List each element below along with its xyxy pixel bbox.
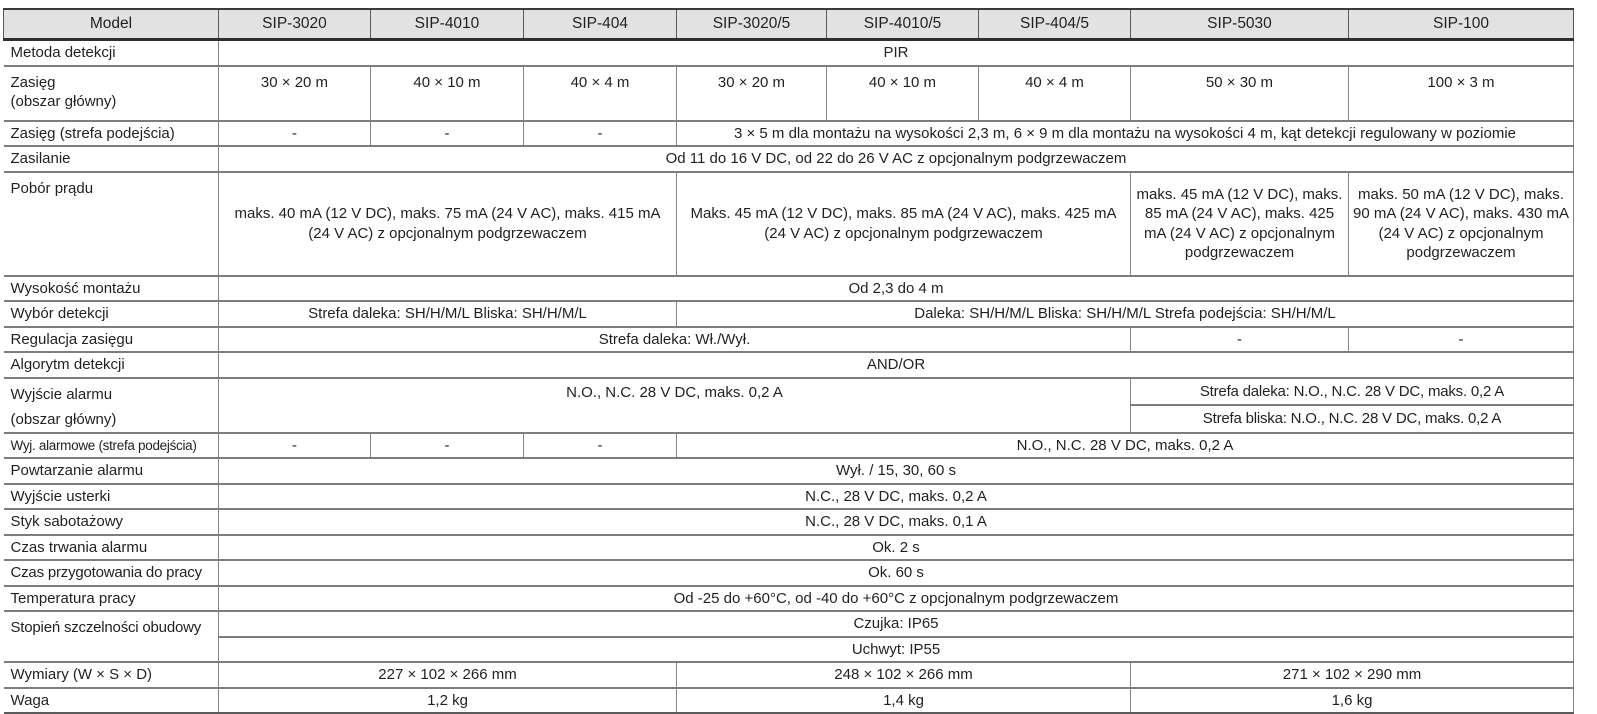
cell-value: maks. 45 mA (12 V DC), maks. 85 mA (24 V AC), maks. 425 mA (24 V AC) z opcjonalnym podgrzewaczem: [1131, 172, 1349, 276]
row-stopien-szczelnosci-sub: [4, 637, 1574, 663]
row-label: Regulacja zasięgu: [4, 327, 219, 353]
cell-dash: -: [524, 433, 677, 459]
cell-value: N.C., 28 V DC, maks. 0,2 A: [219, 484, 1574, 510]
cell-dash: -: [1131, 327, 1349, 353]
row-label: Temperatura pracy: [4, 586, 219, 612]
spec-table: [3, 8, 1574, 714]
cell-value: Od 2,3 do 4 m: [219, 276, 1574, 302]
row-pobor-pradu: [4, 172, 1574, 276]
cell-value: Maks. 45 mA (12 V DC), maks. 85 mA (24 V AC), maks. 425 mA (24 V AC) z opcjonalnym podgrzewaczem: [677, 172, 1131, 276]
header-sip-4010: SIP-4010: [371, 9, 524, 40]
cell-value: 227 × 102 × 266 mm: [219, 662, 677, 688]
cell-value: AND/OR: [219, 352, 1574, 378]
row-zasieg-strefa-podejscia: [4, 121, 1574, 147]
row-styk-sabotazowy: [4, 509, 1574, 535]
row-label-line: (obszar główny): [10, 411, 117, 429]
cell-value: Strefa bliska: N.O., N.C. 28 V DC, maks. 0,2 A: [1131, 405, 1574, 433]
header-model: Model: [4, 9, 219, 40]
row-wysokosc-montazu: [4, 276, 1574, 302]
row-zasilanie: [4, 146, 1574, 172]
cell-value: Ok. 60 s: [219, 560, 1574, 586]
header-sip-5030: SIP-5030: [1131, 9, 1349, 40]
row-label: Zasięg (strefa podejścia): [4, 121, 219, 147]
row-label-line: Zasięg: [10, 73, 56, 91]
cell-dash: -: [1349, 327, 1574, 353]
row-algorytm-detekcji: [4, 352, 1574, 378]
cell-value: 1,6 kg: [1131, 688, 1574, 714]
cell-value: 1,2 kg: [219, 688, 677, 714]
cell-value: Strefa daleka: N.O., N.C. 28 V DC, maks. 0,2 A: [1131, 378, 1574, 406]
cell-value: 40 × 4 m: [524, 66, 677, 121]
row-wyj-alarmowe-strefa-podejscia: [4, 433, 1574, 459]
cell-value: 30 × 20 m: [677, 66, 827, 121]
cell-value: 50 × 30 m: [1131, 66, 1349, 121]
row-stopien-szczelnosci: [4, 611, 1574, 637]
cell-dash: -: [524, 121, 677, 147]
cell-value: Strefa daleka: SH/H/M/L Bliska: SH/H/M/L: [219, 301, 677, 327]
cell-value: PIR: [219, 40, 1574, 66]
cell-value: 40 × 4 m: [979, 66, 1131, 121]
header-sip-404: SIP-404: [524, 9, 677, 40]
cell-value: Daleka: SH/H/M/L Bliska: SH/H/M/L Strefa podejścia: SH/H/M/L: [677, 301, 1574, 327]
row-label: Zasilanie: [4, 146, 219, 172]
row-label: Waga: [4, 688, 219, 714]
cell-value: 100 × 3 m: [1349, 66, 1574, 121]
row-metoda-detekcji: [4, 40, 1574, 66]
row-czas-trwania-alarmu: [4, 535, 1574, 561]
cell-dash: -: [219, 121, 371, 147]
row-label: Wyjście usterki: [4, 484, 219, 510]
row-regulacja-zasiegu: [4, 327, 1574, 353]
cell-value: Ok. 2 s: [219, 535, 1574, 561]
row-wyjscie-usterki: [4, 484, 1574, 510]
row-label: Czas trwania alarmu: [4, 535, 219, 561]
row-label: Wyj. alarmowe (strefa podejścia): [4, 433, 219, 459]
cell-value: Uchwyt: IP55: [219, 637, 1574, 663]
cell-value: 40 × 10 m: [371, 66, 524, 121]
cell-value: 40 × 10 m: [827, 66, 979, 121]
row-label: Powtarzanie alarmu: [4, 458, 219, 484]
cell-value: maks. 50 mA (12 V DC), maks. 90 mA (24 V AC), maks. 430 mA (24 V AC) z opcjonalnym podgrzewaczem: [1349, 172, 1574, 276]
row-zasieg-obszar-glowny: [4, 66, 1574, 121]
cell-value: 248 × 102 × 266 mm: [677, 662, 1131, 688]
row-label: Algorytm detekcji: [4, 352, 219, 378]
cell-dash: -: [219, 433, 371, 459]
row-label: Pobór prądu: [4, 172, 219, 276]
cell-value: Od 11 do 16 V DC, od 22 do 26 V AC z opcjonalnym podgrzewaczem: [219, 146, 1574, 172]
row-label: Stopień szczelności obudowy: [4, 611, 219, 662]
cell-value: maks. 40 mA (12 V DC), maks. 75 mA (24 V AC), maks. 415 mA (24 V AC) z opcjonalnym podgrzewaczem: [219, 172, 677, 276]
cell-value: Od -25 do +60°C, od -40 do +60°C z opcjonalnym podgrzewaczem: [219, 586, 1574, 612]
header-sip-3020-5: SIP-3020/5: [677, 9, 827, 40]
cell-value: 271 × 102 × 290 mm: [1131, 662, 1574, 688]
row-label: Metoda detekcji: [4, 40, 219, 66]
header-sip-404-5: SIP-404/5: [979, 9, 1131, 40]
header-sip-4010-5: SIP-4010/5: [827, 9, 979, 40]
cell-value: Czujka: IP65: [219, 611, 1574, 637]
row-label: Czas przygotowania do pracy: [4, 560, 219, 586]
cell-value: Wył. / 15, 30, 60 s: [219, 458, 1574, 484]
row-label-line: Wyjście alarmu: [10, 385, 113, 403]
row-powtarzanie-alarmu: [4, 458, 1574, 484]
row-temperatura-pracy: [4, 586, 1574, 612]
row-wyjscie-alarmu: [4, 378, 1574, 406]
row-label-line: (obszar główny): [10, 93, 117, 111]
row-label: Wymiary (W × S × D): [4, 662, 219, 688]
row-label: Wysokość montażu: [4, 276, 219, 302]
cell-value: 30 × 20 m: [219, 66, 371, 121]
header-sip-3020: SIP-3020: [219, 9, 371, 40]
cell-value: N.C., 28 V DC, maks. 0,1 A: [219, 509, 1574, 535]
cell-dash: -: [371, 433, 524, 459]
table-header-row: [4, 9, 1574, 40]
cell-value: 3 × 5 m dla montażu na wysokości 2,3 m, 6 × 9 m dla montażu na wysokości 4 m, kąt detekcji regulowany w poziomie: [677, 121, 1574, 147]
cell-value: 1,4 kg: [677, 688, 1131, 714]
row-waga: [4, 688, 1574, 714]
cell-value: N.O., N.C. 28 V DC, maks. 0,2 A: [219, 378, 1131, 433]
row-wybor-detekcji: [4, 301, 1574, 327]
cell-value: N.O., N.C. 28 V DC, maks. 0,2 A: [677, 433, 1574, 459]
cell-value: Strefa daleka: Wł./Wył.: [219, 327, 1131, 353]
cell-dash: -: [371, 121, 524, 147]
row-label: [4, 66, 219, 121]
row-label: [4, 378, 219, 433]
header-sip-100: SIP-100: [1349, 9, 1574, 40]
row-label: Wybór detekcji: [4, 301, 219, 327]
row-label: Styk sabotażowy: [4, 509, 219, 535]
row-czas-przygotowania: [4, 560, 1574, 586]
row-wymiary: [4, 662, 1574, 688]
